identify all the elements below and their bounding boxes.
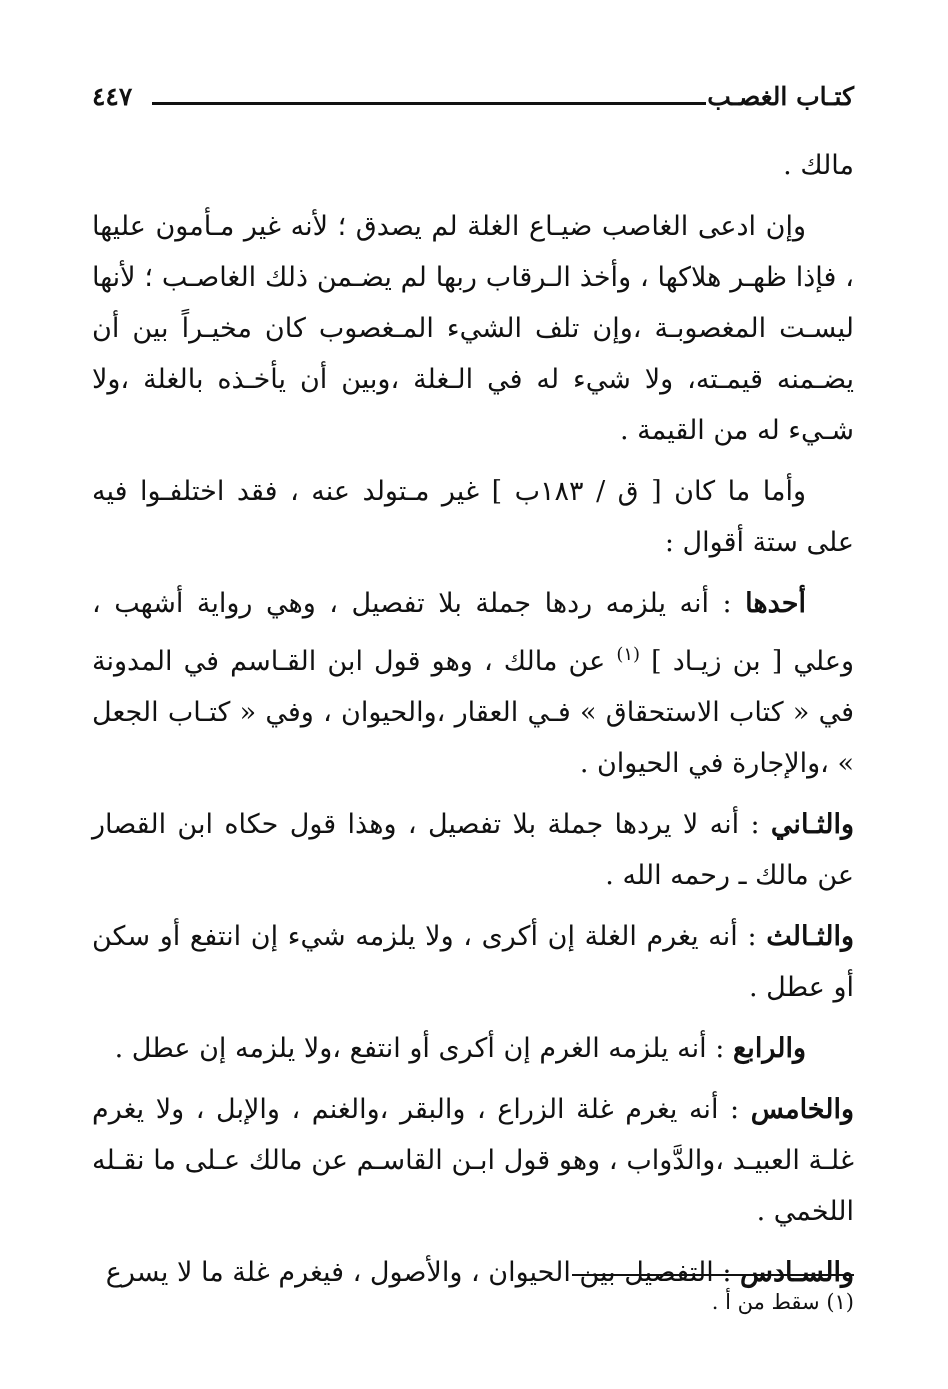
- chapter-title: كتـاب الغصـب: [707, 82, 854, 111]
- main-text: [92, 140, 854, 1308]
- paragraph: [92, 1023, 854, 1074]
- paragraph-lead: والخامس: [750, 1094, 854, 1125]
- footnote: (١) سقط من أ .: [711, 1290, 854, 1314]
- paragraph: مالك .: [783, 150, 854, 181]
- paragraph-text: عن مالك ، وهو قول ابن القـاسم في المدونة في « كتاب الاستحقاق » فـي العقار ،والحيوان ، وفي « كتـاب الجعل » ،والإجارة في الحيوان .: [92, 646, 854, 779]
- paragraph: [92, 1084, 854, 1237]
- paragraph-lead: أحدها: [745, 588, 806, 619]
- paragraph-lead: والرابع: [732, 1033, 806, 1064]
- paragraph: [92, 578, 854, 789]
- paragraph: [92, 911, 854, 1013]
- paragraph-text: : أنه يغرم الغلة إن أكرى ، ولا يلزمه شيء إن انتفع أو سكن أو عطل .: [92, 921, 854, 1003]
- paragraph-lead: والثـاني: [770, 809, 854, 840]
- paragraph-lead: والسـادس: [740, 1257, 854, 1288]
- paragraph: وإن ادعى الغاصب ضيـاع الغلة لم يصدق ؛ لأنه غير مـأمون عليها ، فإذا ظهـر هلاكها ، وأخذ الـرقاب ربها لم يضـمن ذلك الغاصـب ؛ لأنها ليسـت المغصوبـة ،وإن تلف الشيء المـغصوب كان مخيـراً بين أن يضـمنه قيمـته، ولا شيء له في الـغلة ،وبين أن يأخـذه بالغلة ،ولا شـيء له من القيمة .: [92, 211, 854, 446]
- paragraph-text: : التفصيل بين الحيوان ، والأصول ، فيغرم غلة ما لا يسرع: [105, 1257, 741, 1288]
- footnote-marker: (١): [616, 644, 641, 665]
- paragraph: وأما ما كان [ ق / ١٨٣ب ] غير مـتولد عنه ، فقد اختلفـوا فيه على ستة أقوال :: [92, 476, 854, 558]
- page-number: ٤٤٧: [92, 82, 133, 111]
- running-header: [92, 80, 854, 124]
- paragraph-lead: والثـالث: [766, 921, 854, 952]
- paragraph-text: : أنه يلزمه الغرم إن أكرى أو انتفع ،ولا يلزمه إن عطل .: [114, 1033, 733, 1064]
- paragraph-text: : أنه يغرم غلة الزراع ، والبقر ،والغنم ، والإبل ، ولا يغرم غلـة العبيـد ،والدَّواب ، وهو قول ابـن القاسـم عن مالك عـلى ما نقـله اللخمي .: [92, 1094, 854, 1227]
- paragraph: [92, 799, 854, 901]
- paragraph-text: : أنه لا يردها جملة بلا تفصيل ، وهذا قول حكاه ابن القصار عن مالك ـ رحمه الله .: [92, 809, 854, 891]
- footnote-separator: [572, 1274, 854, 1276]
- header-rule: [152, 102, 706, 105]
- paragraph-text: : أنه يلزمه ردها جملة بلا تفصيل ، وهي رواية أشهب ، وعلي [ بن زيـاد ]: [92, 588, 855, 677]
